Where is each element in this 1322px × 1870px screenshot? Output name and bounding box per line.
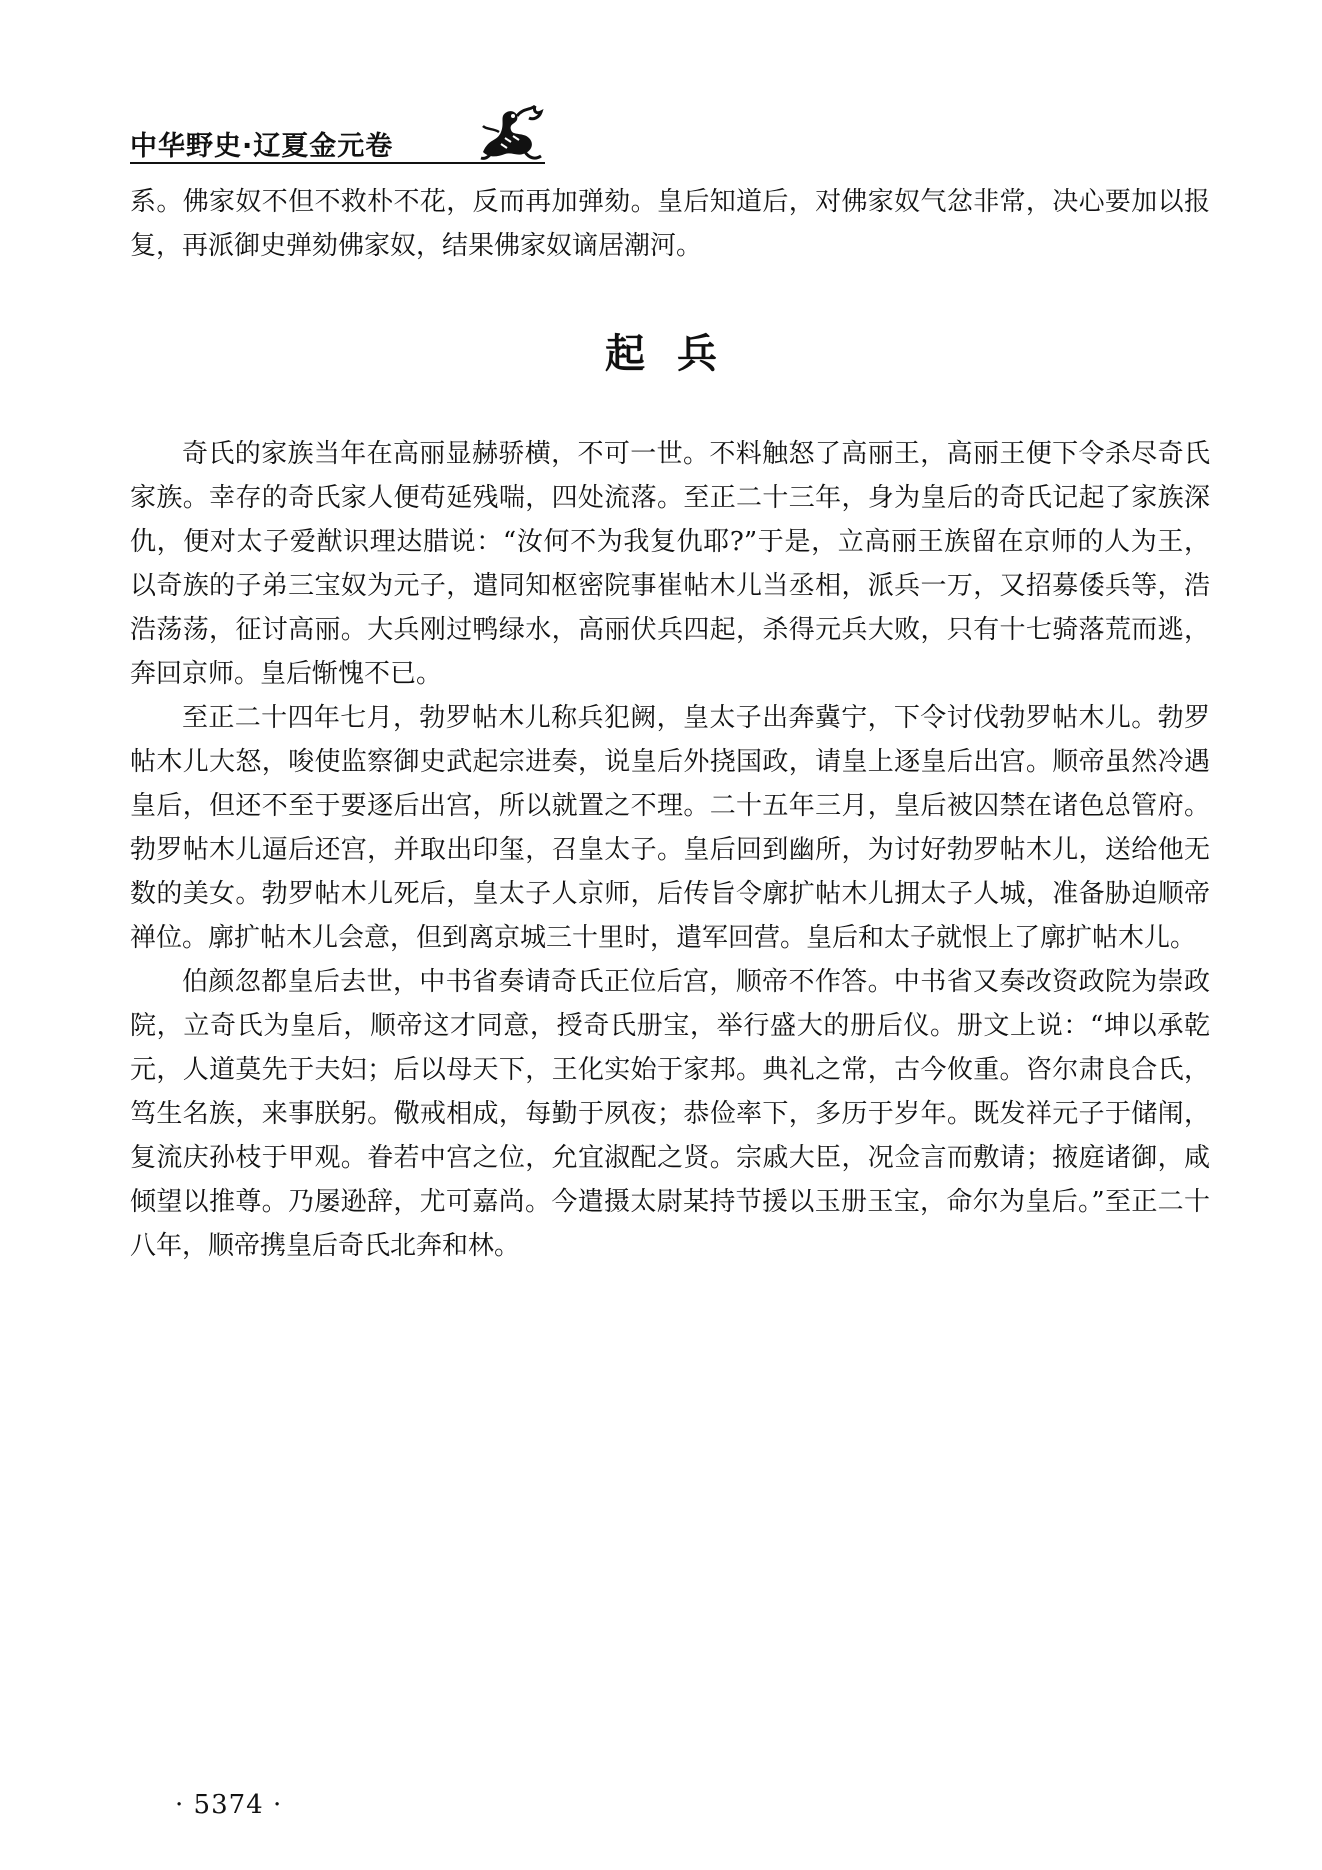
section-body — [130, 432, 1210, 1268]
paragraph: 至正二十四年七月，勃罗帖木儿称兵犯阙，皇太子出奔冀宁，下令讨伐勃罗帖木儿。勃罗帖木儿大怒，唆使监察御史武起宗进奏，说皇后外挠国政，请皇上逐皇后出宫。顺帝虽然冷遇皇后，但还不至于要逐后出宫，所以就置之不理。二十五年三月，皇后被囚禁在诸色总管府。勃罗帖木儿逼后还宫，并取出印玺，召皇太子。皇后回到幽所，为讨好勃罗帖木儿，送给他无数的美女。勃罗帖木儿死后，皇太子人京师，后传旨令廓扩帖木儿拥太子人城，准备胁迫顺帝禅位。廓扩帖木儿会意，但到离京城三十里时，遣军回营。皇后和太子就恨上了廓扩帖木儿。 — [130, 703, 1210, 953]
header-rule — [130, 162, 545, 164]
continuation-paragraph: 系。佛家奴不但不救朴不花，反而再加弹劾。皇后知道后，对佛家奴气忿非常，决心要加以报复，再派御史弹劾佛家奴，结果佛家奴谪居潮河。 — [130, 187, 1210, 261]
dragon-ornament-icon — [475, 102, 547, 162]
paragraph: 奇氏的家族当年在高丽显赫骄横，不可一世。不料触怒了高丽王，高丽王便下令杀尽奇氏家族。幸存的奇氏家人便苟延残喘，四处流落。至正二十三年，身为皇后的奇氏记起了家族深仇，便对太子爱猷识理达腊说：“汝何不为我复仇耶?”于是，立高丽王族留在京师的人为王，以奇族的子弟三宝奴为元子，遣同知枢密院事崔帖木儿当丞相，派兵一万，又招募倭兵等，浩浩荡荡，征讨高丽。大兵刚过鸭绿水，高丽伏兵四起，杀得元兵大败，只有十七骑落荒而逃，奔回京师。皇后惭愧不已。 — [130, 439, 1210, 689]
paragraph: 伯颜忽都皇后去世，中书省奏请奇氏正位后宫，顺帝不作答。中书省又奏改资政院为崇政院，立奇氏为皇后，顺帝这才同意，授奇氏册宝，举行盛大的册后仪。册文上说：“坤以承乾元，人道莫先于夫妇；后以母天下，王化实始于家邦。典礼之常，古今攸重。咨尔肃良合氏，笃生名族，来事朕躬。儆戒相成，每勤于夙夜；恭俭率下，多历于岁年。既发祥元子于储闱，复流庆孙枝于甲观。眷若中宫之位，允宜淑配之贤。宗戚大臣，况佥言而敷请；掖庭诸御，咸倾望以推尊。乃屡逊辞，尤可嘉尚。今遣摄太尉某持节援以玉册玉宝，命尔为皇后。”至正二十八年，顺帝携皇后奇氏北奔和林。 — [130, 967, 1210, 1261]
running-title: 中华野史·辽夏金元卷 — [130, 131, 394, 162]
running-header — [130, 118, 545, 166]
section-title: 起兵 — [605, 331, 749, 377]
page-number: · 5374 · — [175, 1790, 283, 1820]
